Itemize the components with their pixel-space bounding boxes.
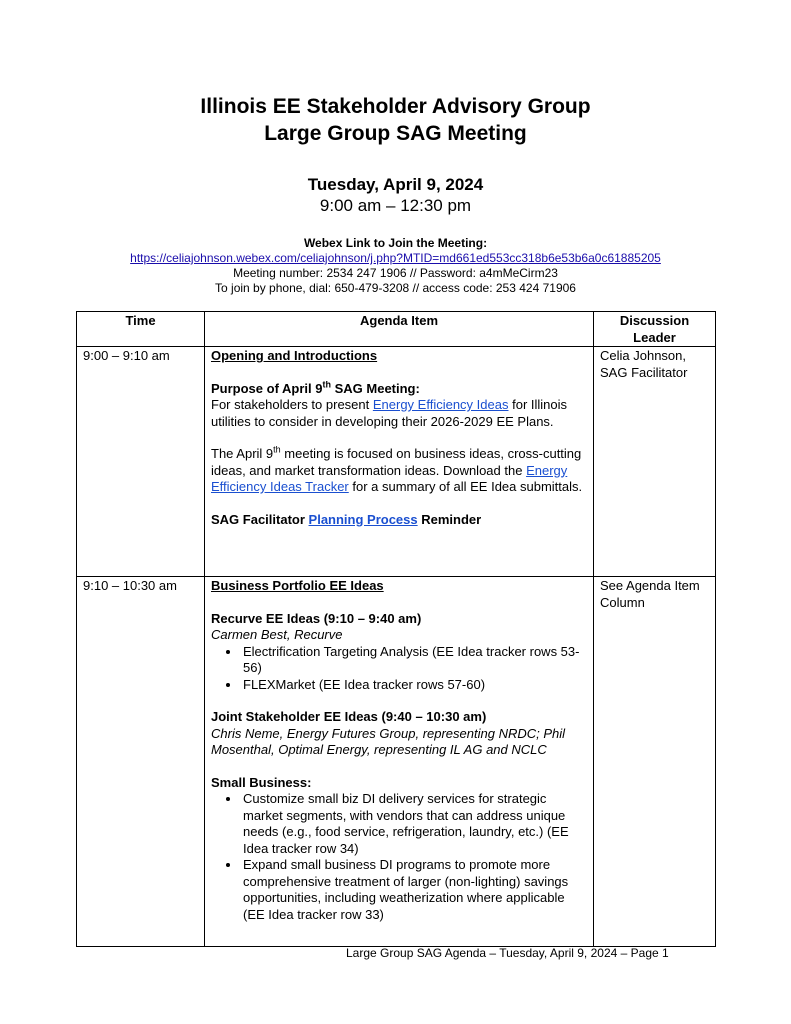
phone-dial-in: To join by phone, dial: 650-479-3208 // access code: 253 424 71906 xyxy=(215,281,576,295)
webex-label: Webex Link to Join the Meeting: xyxy=(303,236,488,250)
table-row xyxy=(77,347,716,577)
row-leader: Celia Johnson, SAG Facilitator xyxy=(594,347,716,577)
item-title: Business Portfolio EE Ideas xyxy=(211,578,384,593)
row-leader: See Agenda Item Column xyxy=(594,577,716,947)
recurve-presenter: Carmen Best, Recurve xyxy=(211,627,343,642)
header-time: Time xyxy=(77,312,205,347)
header-agenda-item: Agenda Item xyxy=(205,312,594,347)
small-business-list xyxy=(211,791,587,923)
row-agenda-item xyxy=(205,347,594,577)
focus-text: The April 9th meeting is focused on business ideas, cross-cutting ideas, and market transformation ideas. Download the Energy Efficiency Ideas Tracker for a summary of all EE Idea submittals. xyxy=(211,444,583,494)
list-item: • FLEXMarket (EE Idea tracker rows 57-60) xyxy=(241,677,587,694)
purpose-heading: Purpose of April 9th SAG Meeting: xyxy=(211,379,420,396)
recurve-list xyxy=(211,644,587,694)
list-item: • Customize small biz DI delivery services for strategic market segments, with vendors that can address unique needs (e.g., food service, refrigeration, laundry, etc.) (EE Idea tracker row 34) xyxy=(241,791,587,857)
row-agenda-item xyxy=(205,577,594,947)
agenda-table xyxy=(76,311,716,947)
table-header-row xyxy=(77,312,716,347)
document-subtitle: Large Group SAG Meeting xyxy=(264,122,527,145)
document-title: Illinois EE Stakeholder Advisory Group xyxy=(200,95,591,118)
meeting-number: Meeting number: 2534 247 1906 // Password: a4mMeCirm23 xyxy=(233,266,558,280)
ideas-tracker-link[interactable]: Energy Efficiency Ideas Tracker xyxy=(211,462,568,494)
row-time: 9:10 – 10:30 am xyxy=(77,577,205,947)
row-time: 9:00 – 9:10 am xyxy=(77,347,205,577)
meeting-time: 9:00 am – 12:30 pm xyxy=(319,196,472,215)
recurve-heading: Recurve EE Ideas (9:10 – 9:40 am) xyxy=(211,610,422,626)
small-business-heading: Small Business: xyxy=(211,774,312,790)
item-title: Opening and Introductions xyxy=(211,348,378,363)
list-item: • Electrification Targeting Analysis (EE Idea tracker rows 53-56) xyxy=(241,644,587,677)
table-row xyxy=(77,577,716,947)
header-discussion-leader: Discussion Leader xyxy=(594,312,716,347)
webex-link[interactable]: https://celiajohnson.webex.com/celiajohnson/j.php?MTID=md661ed553cc318b6e53b6a0c61885205 xyxy=(130,251,661,265)
joint-heading: Joint Stakeholder EE Ideas (9:40 – 10:30 am) xyxy=(211,709,487,724)
joint-presenters: Chris Neme, Energy Futures Group, representing NRDC; Phil Mosenthal, Optimal Energy, representing IL AG and NCLC xyxy=(211,725,566,757)
planning-process-link[interactable]: Planning Process xyxy=(308,511,418,527)
energy-efficiency-ideas-link[interactable]: Energy Efficiency Ideas xyxy=(372,397,509,412)
facilitator-reminder: SAG Facilitator Planning Process Reminder xyxy=(211,511,482,527)
list-item: • Expand small business DI programs to promote more comprehensive treatment of larger (non-lighting) savings opportunities, including weatherization where applicable (EE Idea tracker row 33) xyxy=(241,857,587,923)
purpose-text: For stakeholders to present Energy Efficiency Ideas for Illinois utilities to consider in developing their 2026-2029 EE Plans. xyxy=(211,397,568,429)
page-footer: Large Group SAG Agenda – Tuesday, April 9, 2024 – Page 1 xyxy=(346,946,669,960)
meeting-date: Tuesday, April 9, 2024 xyxy=(307,175,484,194)
